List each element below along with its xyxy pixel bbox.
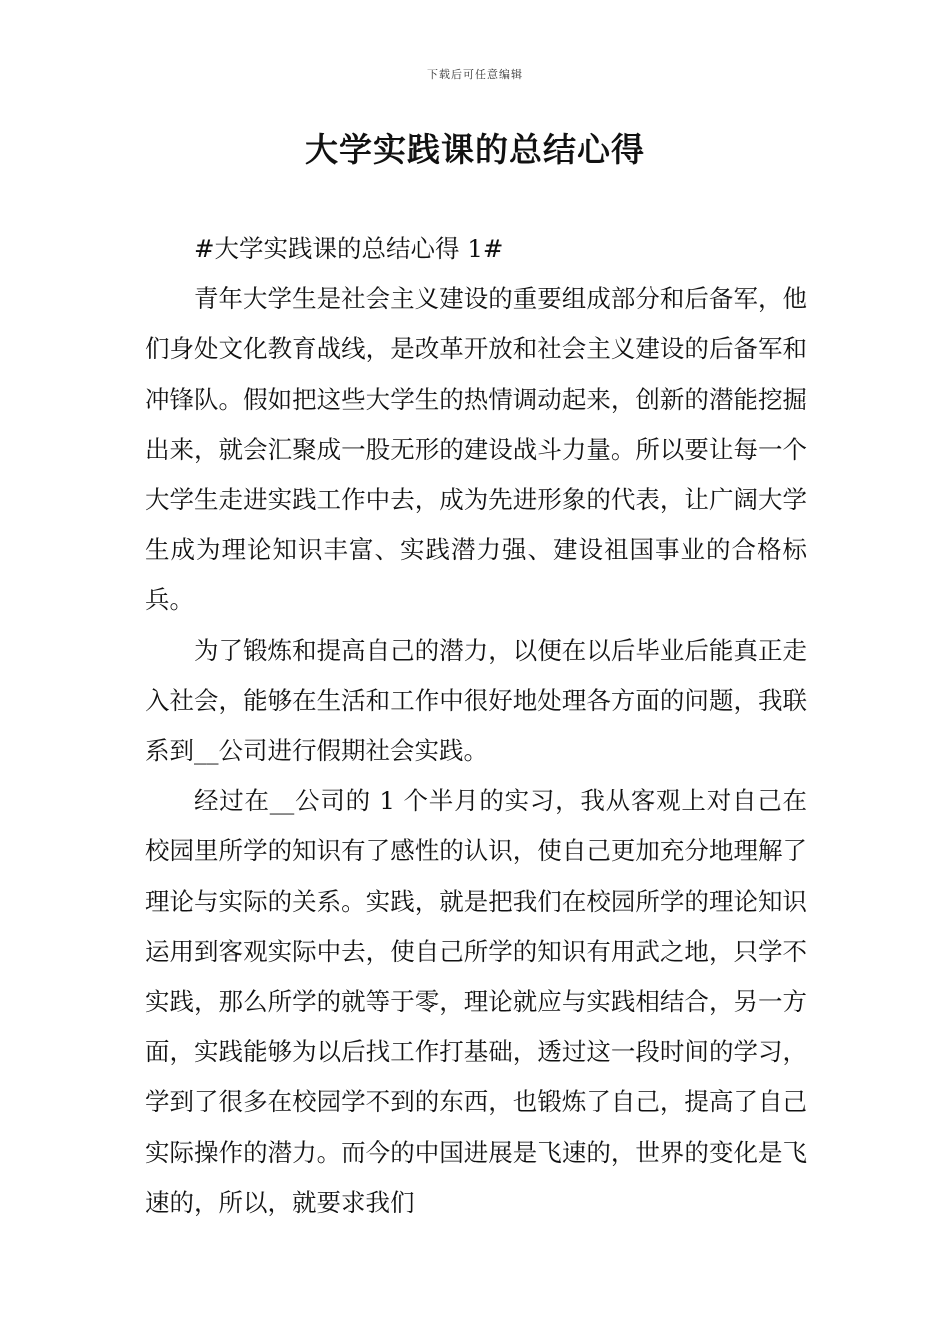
document-body xyxy=(145,224,807,1228)
paragraph-3: 经过在__公司的 1 个半月的实习，我从客观上对自己在校园里所学的知识有了感性的认识，使自己更加充分地理解了理论与实际的关系。实践，就是把我们在校园所学的理论知识运用到客观实际中去，使自己所学的知识有用武之地，只学不实践，那么所学的就等于零，理论就应与实践相结合，另一方面，实践能够为以后找工作打基础，透过这一段时间的学习，学到了很多在校园学不到的东西，也锻炼了自己，提高了自己实际操作的潜力。而今的中国进展是飞速的，世界的变化是飞速的，所以，就要求我们 xyxy=(145,786,807,1217)
paragraph-1: 青年大学生是社会主义建设的重要组成部分和后备军，他们身处文化教育战线，是改革开放和社会主义建设的后备军和冲锋队。假如把这些大学生的热情调动起来，创新的潜能挖掘出来，就会汇聚成一股无形的建设战斗力量。所以要让每一个大学生走进实践工作中去，成为先进形象的代表，让广阔大学生成为理论知识丰富、实践潜力强、建设祖国事业的合格标兵。 xyxy=(145,284,807,615)
document-title: 大学实践课的总结心得 xyxy=(305,130,645,169)
header-note: 下载后可任意编辑 xyxy=(427,68,523,81)
section-heading: #大学实践课的总结心得 1# xyxy=(194,234,504,263)
paragraph-2: 为了锻炼和提高自己的潜力，以便在以后毕业后能真正走入社会，能够在生活和工作中很好地处理各方面的问题，我联系到__公司进行假期社会实践。 xyxy=(145,635,807,766)
